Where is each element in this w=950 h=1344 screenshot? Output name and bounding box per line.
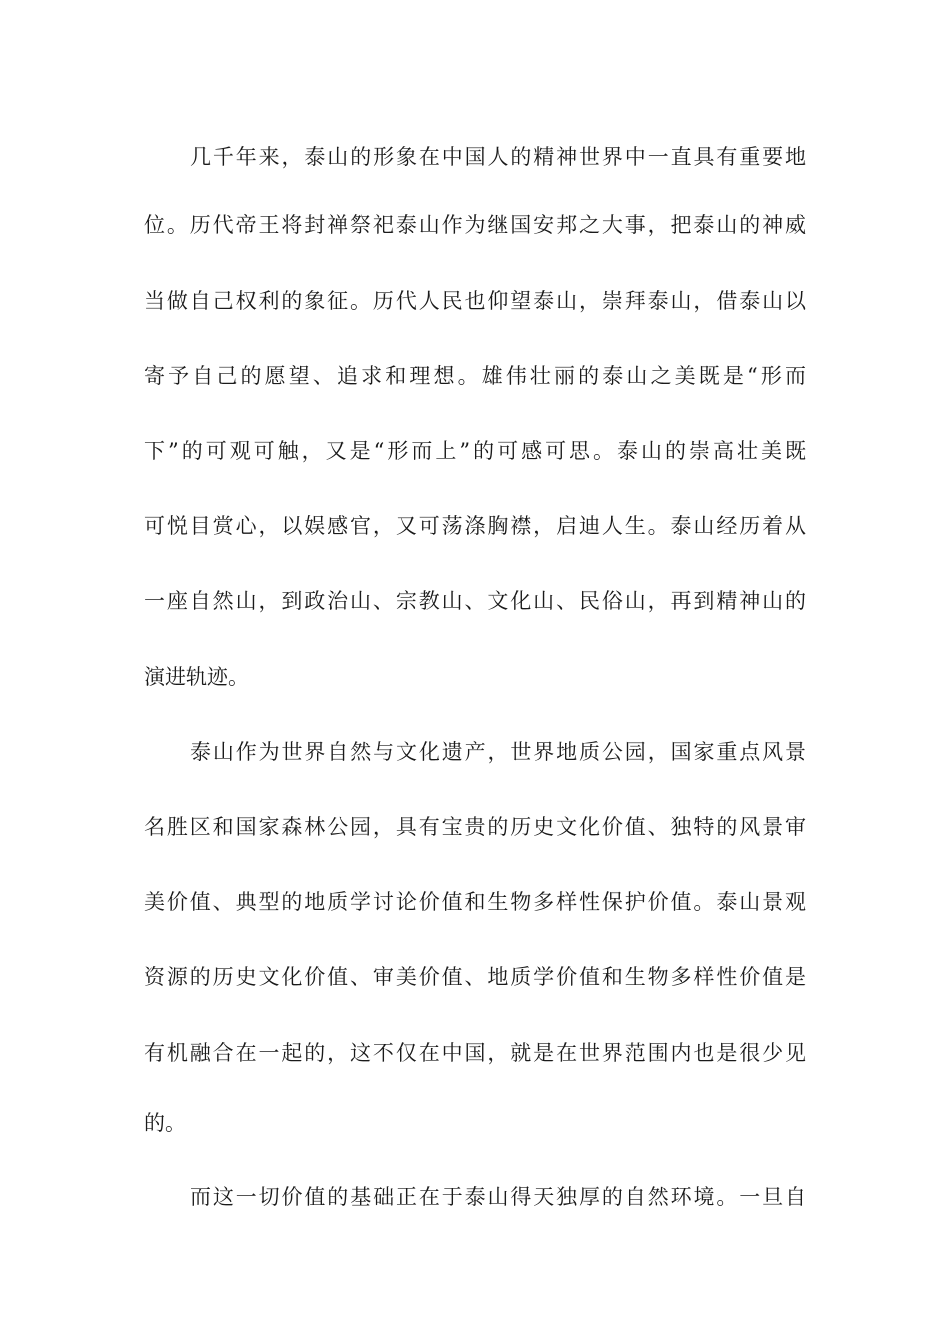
paragraph-line: 一座自然山，到政治山、宗教山、文化山、民俗山，再到精神山的 [144,589,806,613]
paragraph-line: 有机融合在一起的，这不仅在中国，就是在世界范围内也是很少见 [144,1041,806,1065]
paragraph-line: 的。 [144,1111,186,1135]
paragraph-line: 美价值、典型的地质学讨论价值和生物多样性保护价值。泰山景观 [144,890,806,914]
paragraph-line: 名胜区和国家森林公园，具有宝贵的历史文化价值、独特的风景审 [144,815,806,839]
paragraph-line: 寄予自己的愿望、追求和理想。雄伟壮丽的泰山之美既是“形而 [144,364,806,388]
paragraph-line: 演进轨迹。 [144,665,249,689]
paragraph-line: 下”的可观可触，又是“形而上”的可感可思。泰山的崇高壮美既 [144,439,806,463]
paragraph-line: 位。历代帝王将封禅祭祀泰山作为继国安邦之大事，把泰山的神威 [144,213,806,237]
paragraph-line: 泰山作为世界自然与文化遗产，世界地质公园，国家重点风景 [190,740,806,764]
paragraph-line: 可悦目赏心，以娱感官，又可荡涤胸襟，启迪人生。泰山经历着从 [144,514,806,538]
paragraph-line: 当做自己权利的象征。历代人民也仰望泰山，崇拜泰山，借泰山以 [144,289,806,313]
paragraph-line: 而这一切价值的基础正在于泰山得天独厚的自然环境。一旦自 [190,1185,806,1209]
paragraph-line: 资源的历史文化价值、审美价值、地质学价值和生物多样性价值是 [144,965,806,989]
paragraph-line: 几千年来，泰山的形象在中国人的精神世界中一直具有重要地 [190,145,806,169]
